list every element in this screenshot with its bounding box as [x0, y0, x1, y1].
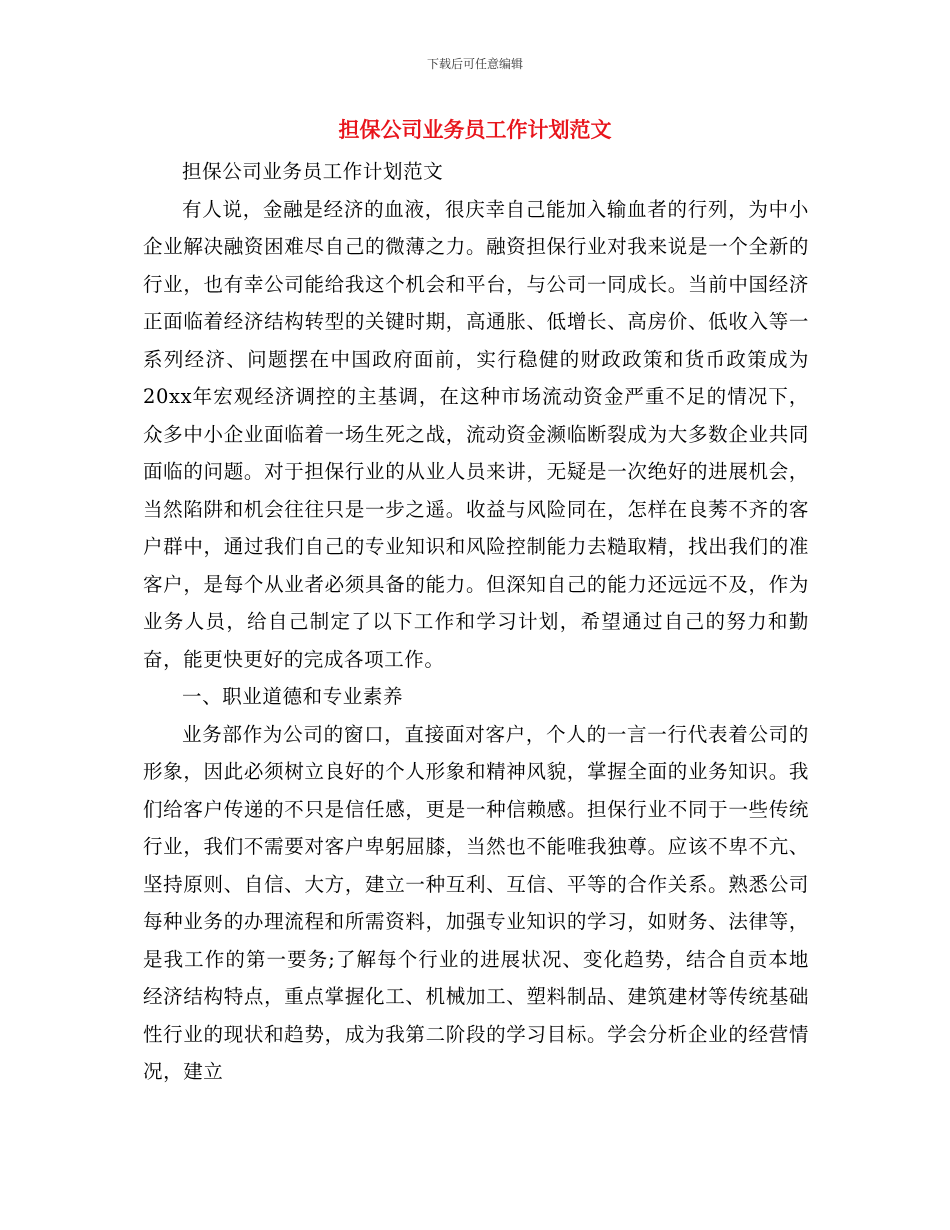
subtitle-paragraph: 担保公司业务员工作计划范文 [182, 160, 444, 183]
document-body [143, 153, 809, 1091]
intro-paragraph: 有人说，金融是经济的血液，很庆幸自己能加入输血者的行列，为中小企业解决融资困难尽自己的微薄之力。融资担保行业对我来说是一个全新的行业，也有幸公司能给我这个机会和平台，与公司一同成长。当前中国经济正面临着经济结构转型的关键时期，高通胀、低增长、高房价、低收入等一系列经济、问题摆在中国政府面前，实行稳健的财政政策和货币政策成为20xx年宏观经济调控的主基调，在这种市场流动资金严重不足的情况下，众多中小企业面临着一场生死之战，流动资金濒临断裂成为大多数企业共同面临的问题。对于担保行业的从业人员来讲，无疑是一次绝好的进展机会，当然陷阱和机会往往只是一步之遥。收益与风险同在，怎样在良莠不齐的客户群中，通过我们自己的专业知识和风险控制能力去糙取精，找出我们的准客户，是每个从业者必须具备的能力。但深知自己的能力还远远不及，作为业务人员，给自己制定了以下工作和学习计划，希望通过自己的努力和勤奋，能更快更好的完成各项工作。 [143, 197, 809, 671]
section-heading: 一、职业道德和专业素养 [182, 685, 404, 708]
document-title: 担保公司业务员工作计划范文 [338, 118, 612, 142]
page-header-note: 下载后可任意编辑 [426, 57, 523, 71]
section-paragraph: 业务部作为公司的窗口，直接面对客户，个人的一言一行代表着公司的形象，因此必须树立良好的个人形象和精神风貌，掌握全面的业务知识。我们给客户传递的不只是信任感，更是一种信赖感。担保行业不同于一些传统行业，我们不需要对客户卑躬屈膝，当然也不能唯我独尊。应该不卑不亢、坚持原则、自信、大方，建立一种互利、互信、平等的合作关系。熟悉公司每种业务的办理流程和所需资料，加强专业知识的学习，如财务、法律等，是我工作的第一要务;了解每个行业的进展状况、变化趋势，结合自贡本地经济结构特点，重点掌握化工、机械加工、塑料制品、建筑建材等传统基础性行业的现状和趋势，成为我第二阶段的学习目标。学会分析企业的经营情况，建立 [143, 722, 809, 1083]
